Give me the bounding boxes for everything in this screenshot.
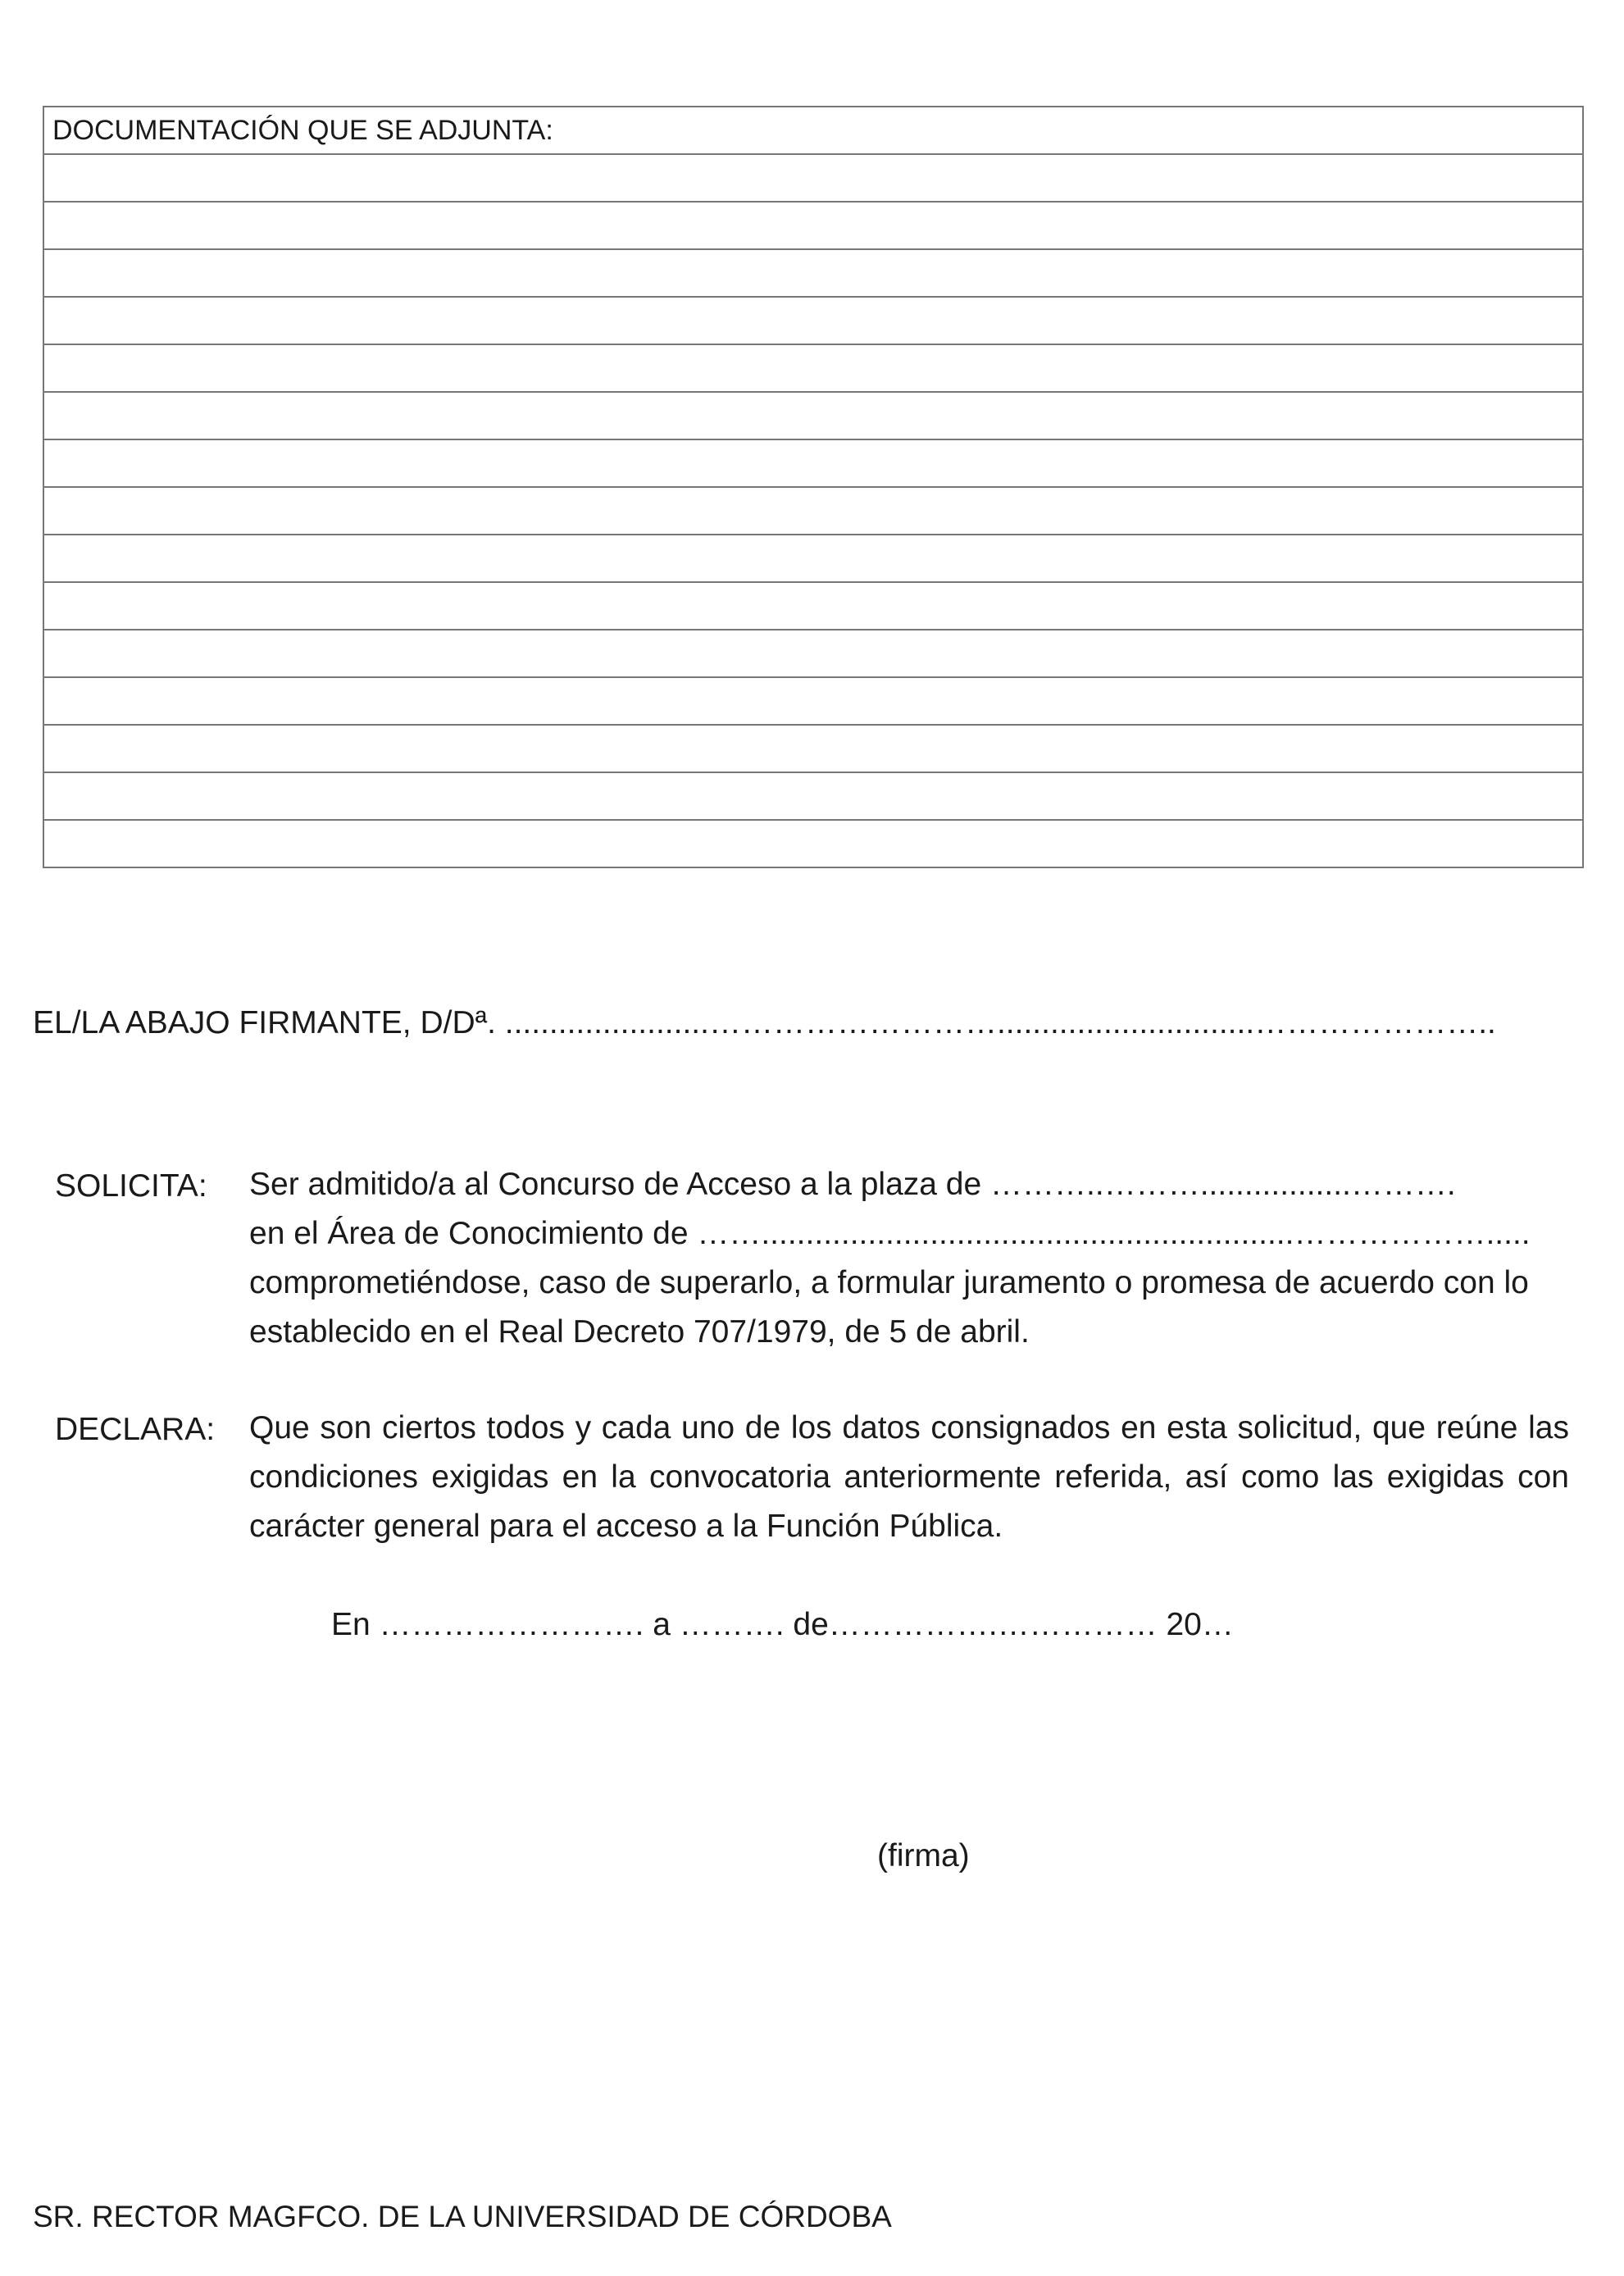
solicita-line: en el Área de Conocimiento de ……............................................................……………….....	[249, 1216, 1531, 1251]
documentation-row	[43, 820, 1583, 867]
declara-label: DECLARA:	[55, 1412, 216, 1447]
documentation-cell[interactable]	[43, 725, 1583, 772]
documentation-cell[interactable]	[43, 582, 1583, 630]
recipient: SR. RECTOR MAGFCO. DE LA UNIVERSIDAD DE CÓRDOBA	[33, 2200, 892, 2233]
documentation-cell[interactable]	[43, 630, 1583, 677]
documentation-header-row	[43, 107, 1583, 154]
documentation-cell[interactable]	[43, 820, 1583, 867]
documentation-row	[43, 154, 1583, 202]
documentation-row	[43, 487, 1583, 535]
signature-label: (firma)	[877, 1838, 970, 1873]
documentation-row	[43, 202, 1583, 249]
signatory-line: EL/LA ABAJO FIRMANTE, D/Dª. .......................……………………….............................…………………..	[33, 1005, 1496, 1040]
documentation-row	[43, 535, 1583, 582]
documentation-cell[interactable]	[43, 297, 1583, 344]
solicita-line: establecido en el Real Decreto 707/1979, de 5 de abril.	[249, 1314, 1030, 1350]
documentation-row	[43, 582, 1583, 630]
solicita-label: SOLICITA:	[55, 1168, 207, 1204]
documentation-cell[interactable]	[43, 677, 1583, 725]
solicita-line: comprometiéndose, caso de superarlo, a formular juramento o promesa de acuerdo con lo	[249, 1265, 1529, 1300]
declara-text: Que son ciertos todos y cada uno de los datos consignados en esta solicitud, que reúne las condiciones exigidas en la convocatoria anteriormente referida, así como las exigidas con carácter general para el acceso a la Función Pública.	[249, 1410, 1569, 1544]
documentation-row	[43, 439, 1583, 487]
documentation-row	[43, 725, 1583, 772]
documentation-row	[43, 297, 1583, 344]
documentation-row	[43, 344, 1583, 392]
documentation-header: DOCUMENTACIÓN QUE SE ADJUNTA:	[43, 107, 1583, 154]
documentation-cell[interactable]	[43, 535, 1583, 582]
documentation-cell[interactable]	[43, 154, 1583, 202]
documentation-cell[interactable]	[43, 772, 1583, 820]
documentation-cell[interactable]	[43, 392, 1583, 439]
documentation-cell[interactable]	[43, 344, 1583, 392]
documentation-cell[interactable]	[43, 487, 1583, 535]
documentation-row	[43, 392, 1583, 439]
documentation-row	[43, 630, 1583, 677]
documentation-cell[interactable]	[43, 439, 1583, 487]
solicita-body	[249, 1160, 1569, 1357]
solicita-line: Ser admitido/a al Concurso de Acceso a la plaza de ………..……….................……….	[249, 1167, 1456, 1202]
documentation-row	[43, 772, 1583, 820]
documentation-row	[43, 249, 1583, 297]
documentation-row	[43, 677, 1583, 725]
date-line: En ……………………. a ………. de…………….…………… 20…	[331, 1607, 1234, 1642]
documentation-table	[43, 106, 1584, 868]
documentation-cell[interactable]	[43, 202, 1583, 249]
documentation-cell[interactable]	[43, 249, 1583, 297]
